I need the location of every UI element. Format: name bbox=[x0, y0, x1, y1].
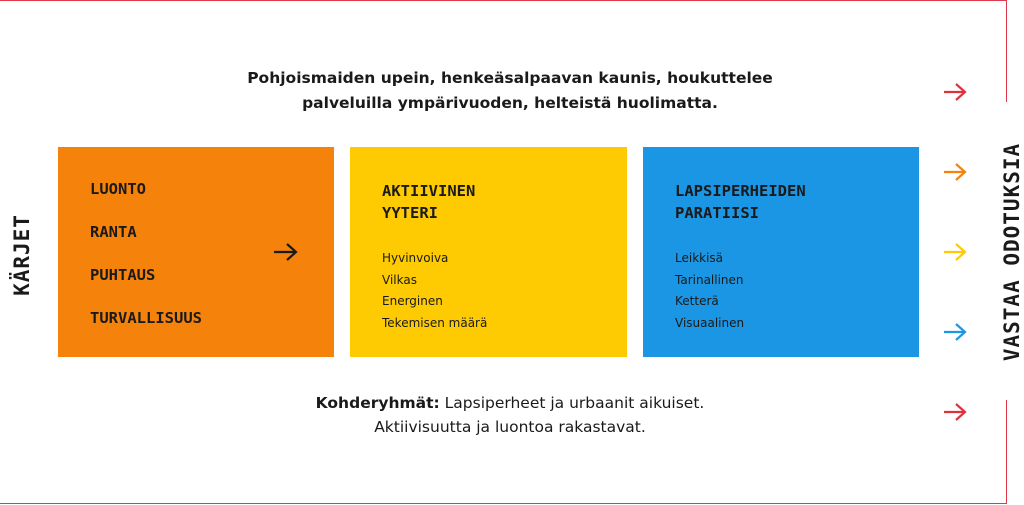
box-title bbox=[675, 180, 806, 224]
keyword-turvallisuus: TURVALLISUUS bbox=[90, 309, 202, 327]
frame-bottom-line bbox=[0, 503, 1007, 504]
box-aktiivinen-yyteri bbox=[350, 147, 627, 357]
box-title-line-1: AKTIIVINEN bbox=[382, 182, 476, 200]
box-list bbox=[675, 248, 744, 334]
target-groups-text bbox=[200, 391, 820, 439]
arrow-right-icon bbox=[272, 241, 300, 263]
box-title-line-1: LAPSIPERHEIDEN bbox=[675, 182, 806, 200]
list-item: Tekemisen määrä bbox=[382, 315, 488, 330]
box-title-line-2: YYTERI bbox=[382, 204, 438, 222]
frame-right-line-lower bbox=[1006, 400, 1007, 504]
arrow-right-icon bbox=[942, 322, 968, 342]
frame-top-line bbox=[0, 0, 1007, 1]
target-groups-label: Kohderyhmät: bbox=[315, 394, 440, 412]
intro-line-2: palveluilla ympärivuoden, helteistä huolimatta. bbox=[302, 94, 718, 112]
side-label-karjet: KÄRJET bbox=[10, 214, 34, 296]
arrow-right-icon bbox=[942, 162, 968, 182]
target-groups-line-1: Lapsiperheet ja urbaanit aikuiset. bbox=[444, 394, 705, 412]
list-item: Leikkisä bbox=[675, 251, 724, 265]
list-item: Visuaalinen bbox=[675, 315, 745, 330]
arrow-right-icon bbox=[942, 82, 968, 102]
keyword-puhtaus: PUHTAUS bbox=[90, 266, 156, 284]
list-item: Tarinallinen bbox=[675, 272, 744, 287]
target-groups-line-2: Aktiivisuutta ja luontoa rakastavat. bbox=[374, 418, 646, 436]
list-item: Energinen bbox=[382, 294, 443, 308]
intro-text bbox=[160, 66, 860, 116]
list-item: Ketterä bbox=[675, 294, 719, 308]
side-label-vastaa-odotuksia: VASTAA ODOTUKSIA bbox=[1000, 142, 1024, 362]
keyword-luonto: LUONTO bbox=[90, 180, 146, 198]
box-title-line-2: PARATIISI bbox=[675, 204, 759, 222]
arrow-right-icon bbox=[942, 402, 968, 422]
keyword-ranta: RANTA bbox=[90, 223, 137, 241]
box-title bbox=[382, 180, 475, 224]
intro-line-1: Pohjoismaiden upein, henkeäsalpaavan kaunis, houkuttelee bbox=[247, 69, 773, 87]
box-list bbox=[382, 248, 487, 334]
box-core-values bbox=[58, 147, 334, 357]
box-lapsiperheiden-paratiisi bbox=[643, 147, 919, 357]
arrow-right-icon bbox=[942, 242, 968, 262]
list-item: Hyvinvoiva bbox=[382, 251, 449, 265]
frame-right-line-upper bbox=[1006, 0, 1007, 102]
list-item: Vilkas bbox=[382, 272, 417, 287]
